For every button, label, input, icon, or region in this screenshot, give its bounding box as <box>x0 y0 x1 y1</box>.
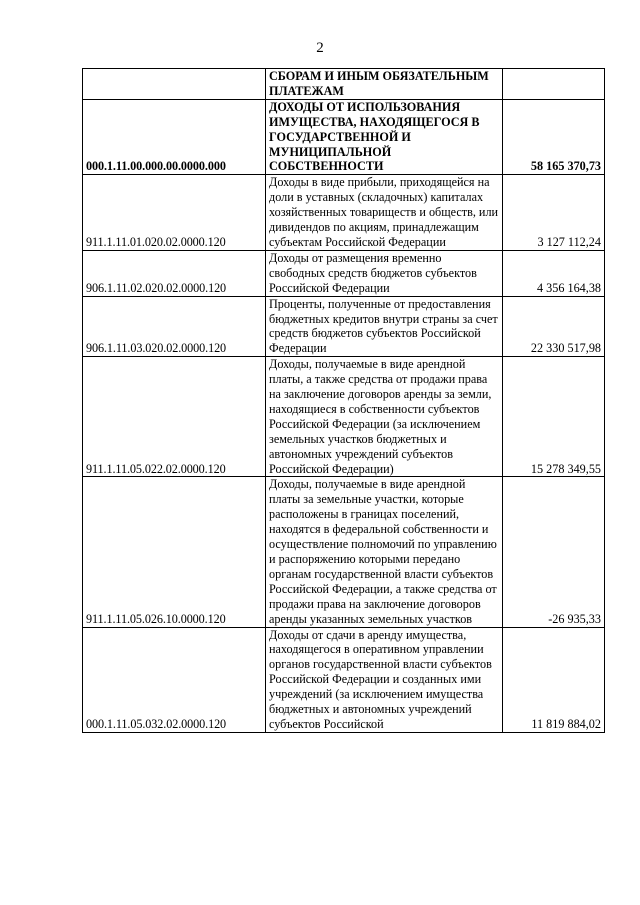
table-row <box>83 627 605 732</box>
row-amount: 58 165 370,73 <box>503 99 605 175</box>
row-amount: 15 278 349,55 <box>503 357 605 477</box>
row-amount: 22 330 517,98 <box>503 296 605 357</box>
row-amount: 11 819 884,02 <box>503 627 605 732</box>
row-code <box>83 69 266 100</box>
row-code: 000.1.11.05.032.02.0000.120 <box>83 627 266 732</box>
row-code: 911.1.11.01.020.02.0000.120 <box>83 175 266 251</box>
row-amount <box>503 69 605 100</box>
row-code: 906.1.11.03.020.02.0000.120 <box>83 296 266 357</box>
row-name: Доходы от сдачи в аренду имущества, находящегося в оперативном управлении органов государственной власти субъектов Российской Федерации и созданных ими учреждений (за исключением имущества бюджетных и автономных учреждений субъектов Российской <box>266 627 503 732</box>
row-name: Доходы в виде прибыли, приходящейся на доли в уставных (складочных) капиталах хозяйственных товариществ и обществ, или дивидендов по акциям, принадлежащим субъектам Российской Федерации <box>266 175 503 251</box>
row-amount: -26 935,33 <box>503 477 605 627</box>
row-code: 000.1.11.00.000.00.0000.000 <box>83 99 266 175</box>
page-number: 2 <box>316 40 324 56</box>
table-row <box>83 99 605 175</box>
row-name: Доходы, получаемые в виде арендной платы за земельные участки, которые расположены в границах поселений, находятся в федеральной собственности и осуществление полномочий по управлению и распоряжению которыми передано органам государственной власти субъектов Российской Федерации, а также средства от продажи права на заключение договоров аренды указанных земельных участков <box>266 477 503 627</box>
row-code: 906.1.11.02.020.02.0000.120 <box>83 250 266 296</box>
row-name: Проценты, полученные от предоставления бюджетных кредитов внутри страны за счет средств бюджетов субъектов Российской Федерации <box>266 296 503 357</box>
table-row <box>83 296 605 357</box>
table-row <box>83 250 605 296</box>
table-row <box>83 69 605 100</box>
row-code: 911.1.11.05.022.02.0000.120 <box>83 357 266 477</box>
row-amount: 4 356 164,38 <box>503 250 605 296</box>
row-name: СБОРАМ И ИНЫМ ОБЯЗАТЕЛЬНЫМ ПЛАТЕЖАМ <box>266 69 503 100</box>
row-amount: 3 127 112,24 <box>503 175 605 251</box>
revenue-table <box>82 68 605 733</box>
row-code: 911.1.11.05.026.10.0000.120 <box>83 477 266 627</box>
table-row <box>83 477 605 627</box>
row-name: ДОХОДЫ ОТ ИСПОЛЬЗОВАНИЯ ИМУЩЕСТВА, НАХОДЯЩЕГОСЯ В ГОСУДАРСТВЕННОЙ И МУНИЦИПАЛЬНОЙ СОБСТВЕННОСТИ <box>266 99 503 175</box>
row-name: Доходы, получаемые в виде арендной платы, а также средства от продажи права на заключение договоров аренды за земли, находящиеся в собственности субъектов Российской Федерации (за исключением земельных участков бюджетных и автономных учреждений субъектов Российской Федерации) <box>266 357 503 477</box>
table-row <box>83 357 605 477</box>
table-row <box>83 175 605 251</box>
row-name: Доходы от размещения временно свободных средств бюджетов субъектов Российской Федерации <box>266 250 503 296</box>
